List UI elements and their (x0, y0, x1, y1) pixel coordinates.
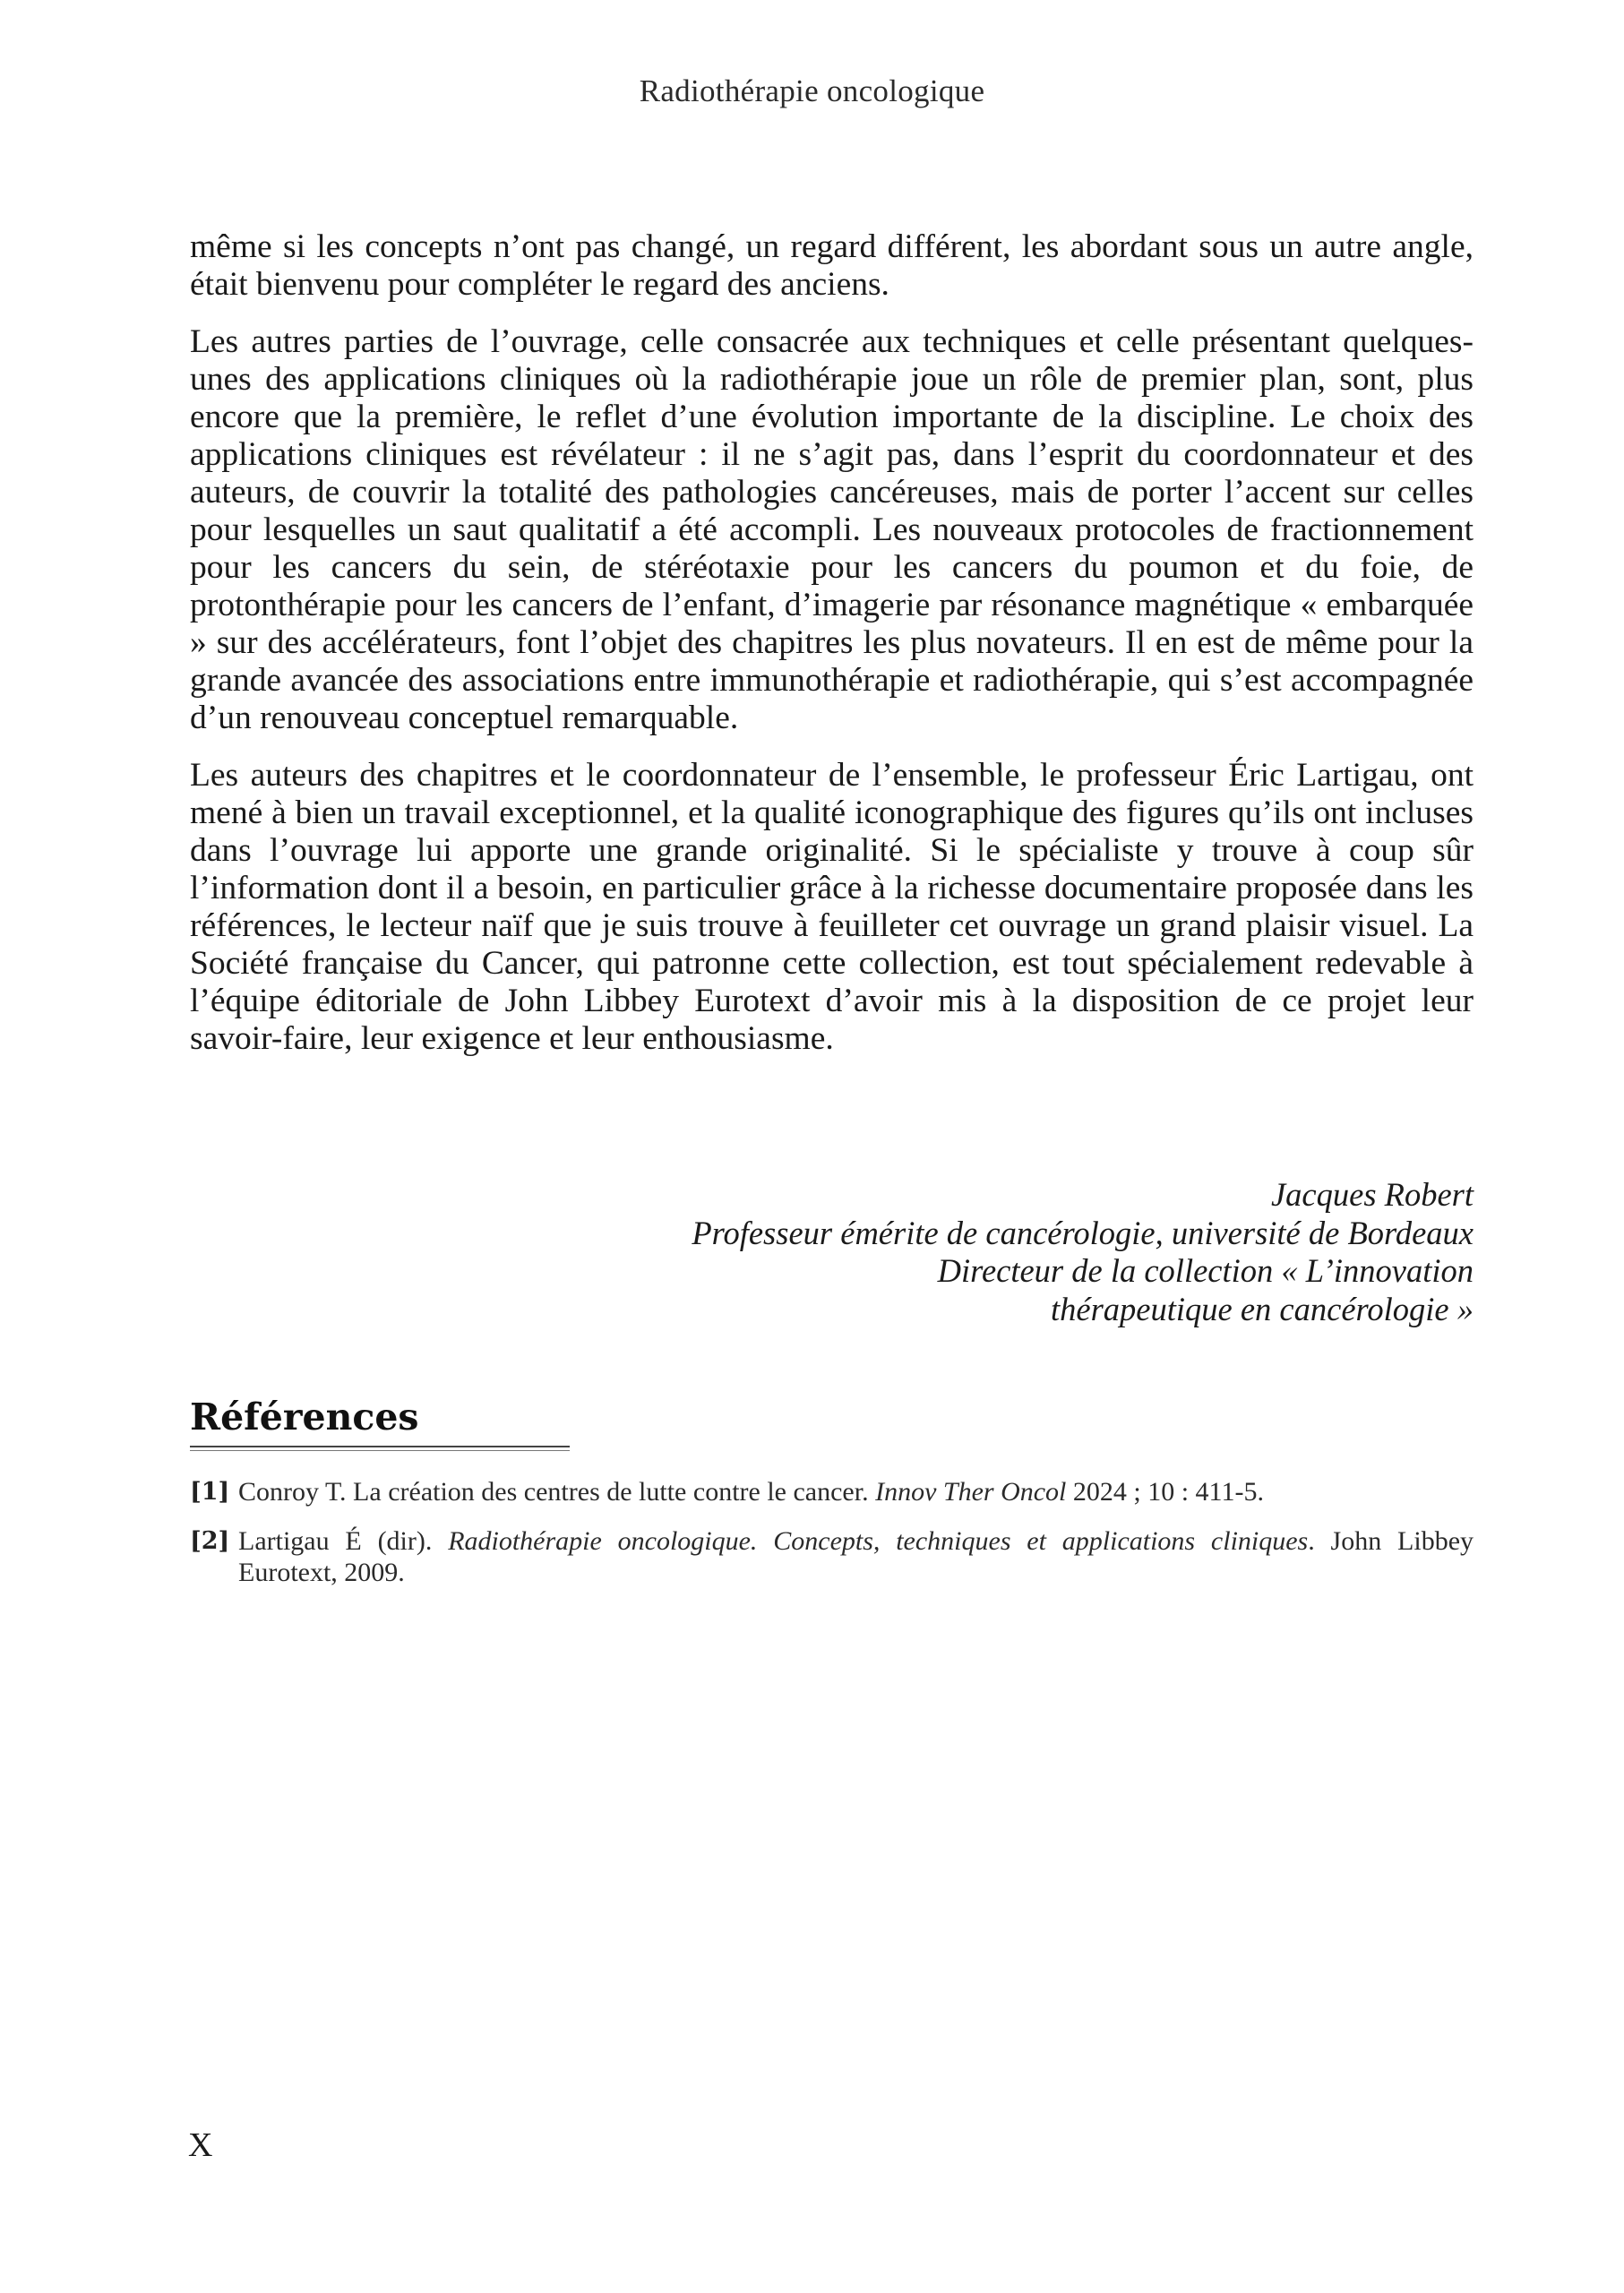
author-role-line-2: thérapeutique en cancérologie » (1051, 1290, 1474, 1327)
reference-item (190, 1476, 1474, 1507)
reference-item (190, 1525, 1474, 1588)
reference-text-end: . John Libbey Eurotext, 2009. (238, 1526, 1474, 1587)
reference-book-title: Radiothérapie oncologique. Concepts, techniques et applications cliniques (448, 1526, 1309, 1556)
paragraph: Les auteurs des chapitres et le coordonnateur de l’ensemble, le professeur Éric Lartigau, ont mené à bien un travail exceptionnel, et la qualité iconographique des figures qu’ils ont incluses dans l’ouvrage lui apporte une grande originalité. Si le spécialiste y trouve à coup sûr l’information dont il a besoin, en particulier grâce à la richesse documentaire proposée dans les références, le lecteur naïf que je suis trouve à feuilleter cet ouvrage un grand plaisir visuel. La Société française du Cancer, qui patronne cette collection, est tout spécialement redevable à l’équipe éditoriale de John Libbey Eurotext d’avoir mis à la disposition de ce projet leur savoir-faire, leur exigence et leur enthousiasme. (190, 757, 1474, 1057)
references-underline (190, 1446, 570, 1451)
paragraph: Les autres parties de l’ouvrage, celle consacrée aux techniques et celle présentant quelques-unes des applications cliniques où la radiothérapie joue un rôle de premier plan, sont, plus encore que la première, le reflet d’une évolution importante de la discipline. Le choix des applications cliniques est révélateur : il ne s’agit pas, dans l’esprit du coordonnateur et des auteurs, de couvrir la totalité des pathologies cancéreuses, mais de porter l’accent sur celles pour lesquelles un saut qualitatif a été accompli. Les nouveaux protocoles de fractionnement pour les cancers du sein, de stéréotaxie pour les cancers du poumon et du foie, de protonthérapie pour les cancers de l’enfant, d’imagerie par résonance magnétique « embarquée » sur des accélérateurs, font l’objet des chapitres les plus novateurs. Il en est de même pour la grande avancée des associations entre immunothérapie et radiothérapie, qui s’est accompagnée d’un renouveau conceptuel remarquable. (190, 323, 1474, 736)
references-list (190, 1476, 1474, 1606)
page-number: X (188, 2126, 213, 2164)
reference-text-start: Lartigau É (dir). (238, 1526, 449, 1556)
reference-journal: Innov Ther Oncol (875, 1477, 1067, 1507)
reference-text (238, 1525, 1474, 1588)
signature-block (692, 1176, 1474, 1328)
reference-number: [2] (190, 1527, 230, 1555)
references-heading: Références (190, 1396, 419, 1438)
reference-text-start: Conroy T. La création des centres de lutte contre le cancer. (238, 1477, 876, 1507)
body-text (190, 228, 1474, 1078)
reference-number: [1] (190, 1478, 230, 1506)
author-title: Professeur émérite de cancérologie, université de Bordeaux (692, 1214, 1474, 1251)
paragraph: même si les concepts n’ont pas changé, un regard différent, les abordant sous un autre angle, était bienvenu pour compléter le regard des anciens. (190, 228, 1474, 303)
author-name: Jacques Robert (1270, 1176, 1474, 1213)
author-role-line-1: Directeur de la collection « L’innovation (937, 1252, 1474, 1289)
reference-text (238, 1476, 1474, 1507)
running-header: Radiothérapie oncologique (639, 73, 985, 108)
reference-text-end: 2024 ; 10 : 411-5. (1066, 1477, 1264, 1507)
